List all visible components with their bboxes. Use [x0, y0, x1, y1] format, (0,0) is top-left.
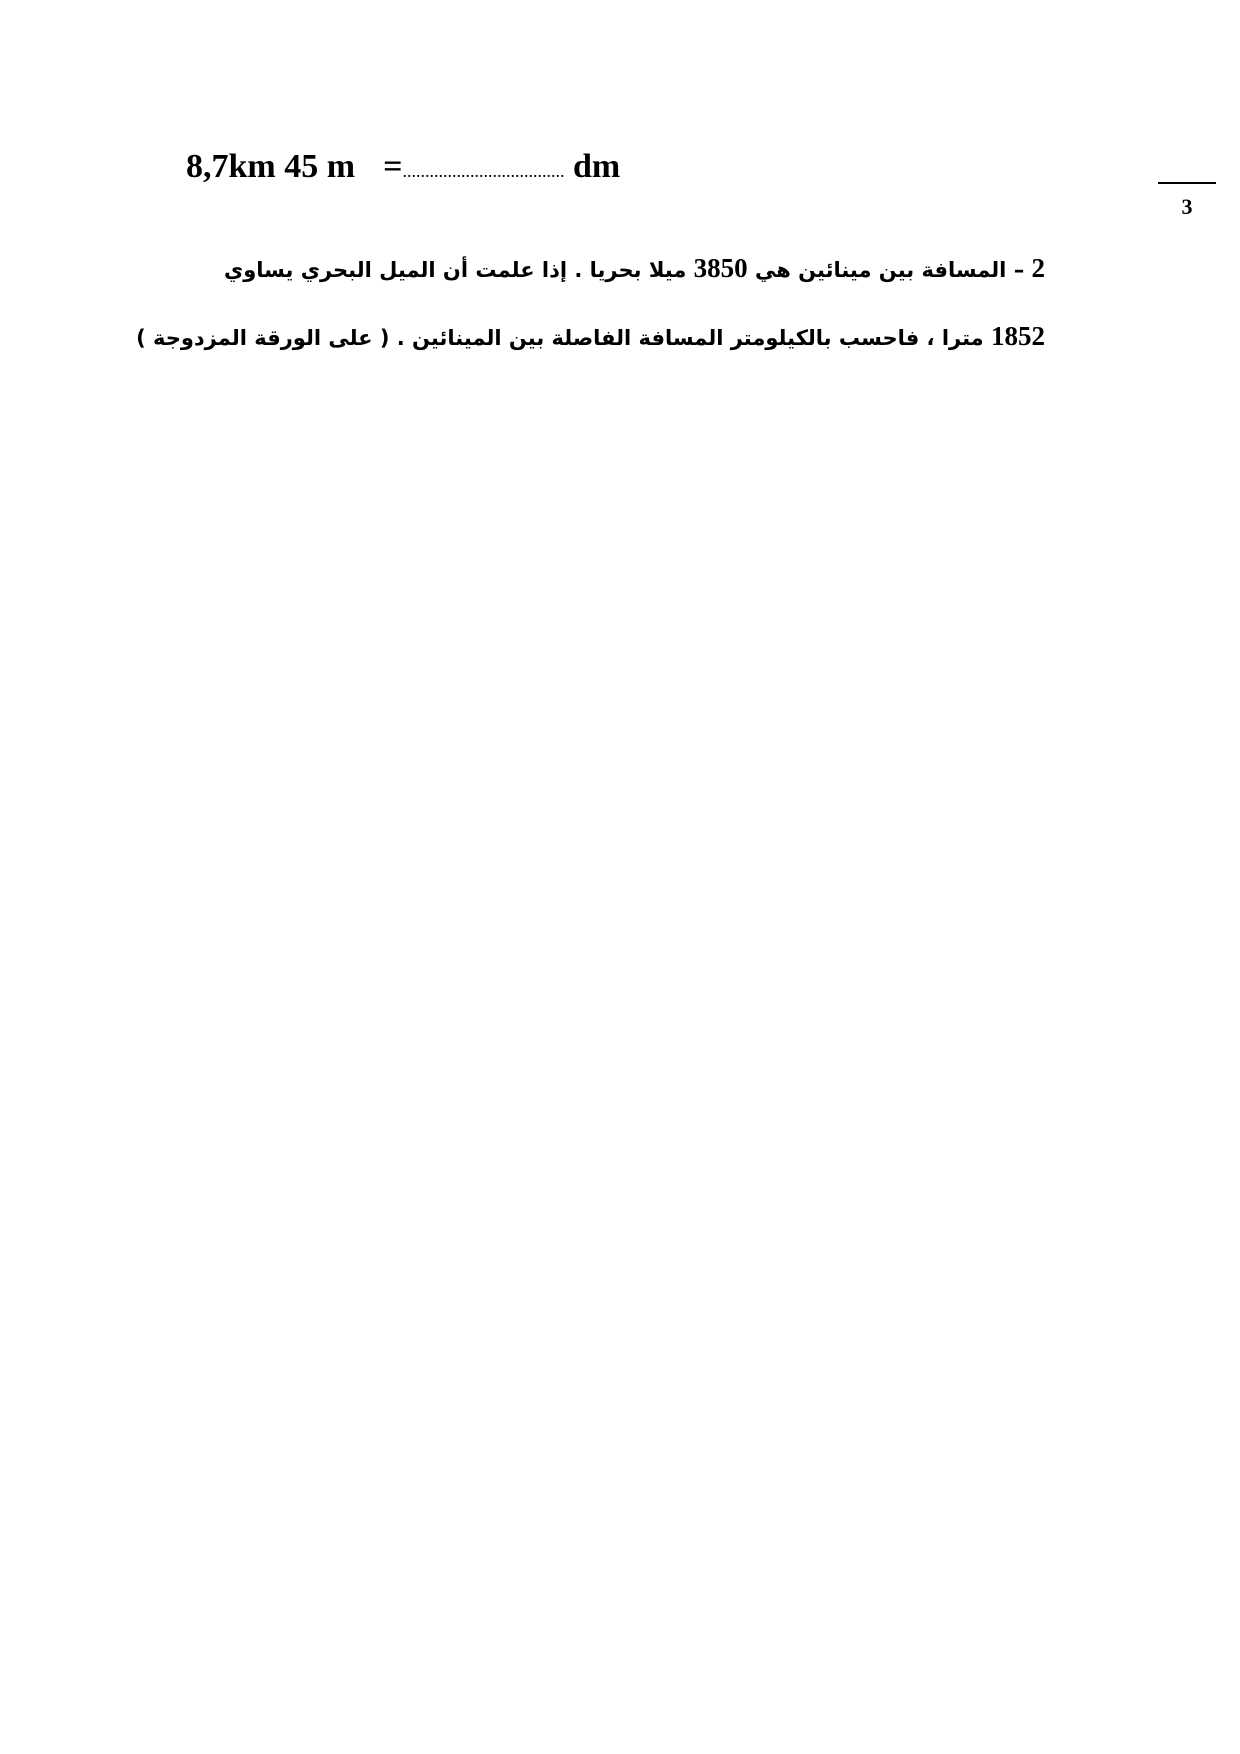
question-text-start: المسافة بين مينائين هي	[754, 258, 1007, 282]
question-line-1	[224, 255, 1045, 282]
score-line	[1158, 182, 1216, 184]
equals-sign: =	[383, 148, 403, 185]
distance-value: 3850	[693, 253, 748, 283]
score-value: 3	[1181, 194, 1193, 219]
question-line-2	[136, 323, 1045, 350]
question-instruction: مترا ، فاحسب بالكيلومتر المسافة الفاصلة بين المينائين . ( على الورقة المزدوجة )	[136, 326, 984, 350]
answer-blank[interactable]: ....................................	[402, 161, 565, 181]
question-dash: –	[1013, 258, 1025, 282]
conversion-left-side: 8,7km 45 m	[186, 148, 356, 185]
unit-conversion-exercise	[186, 150, 620, 184]
question-number: 2	[1031, 253, 1045, 283]
score-marker	[1158, 182, 1216, 218]
question-text-end: ميلا بحريا . إذا علمت أن الميل البحري يساوي	[223, 258, 687, 282]
target-unit: dm	[572, 148, 621, 185]
nautical-mile-value: 1852	[991, 321, 1045, 351]
